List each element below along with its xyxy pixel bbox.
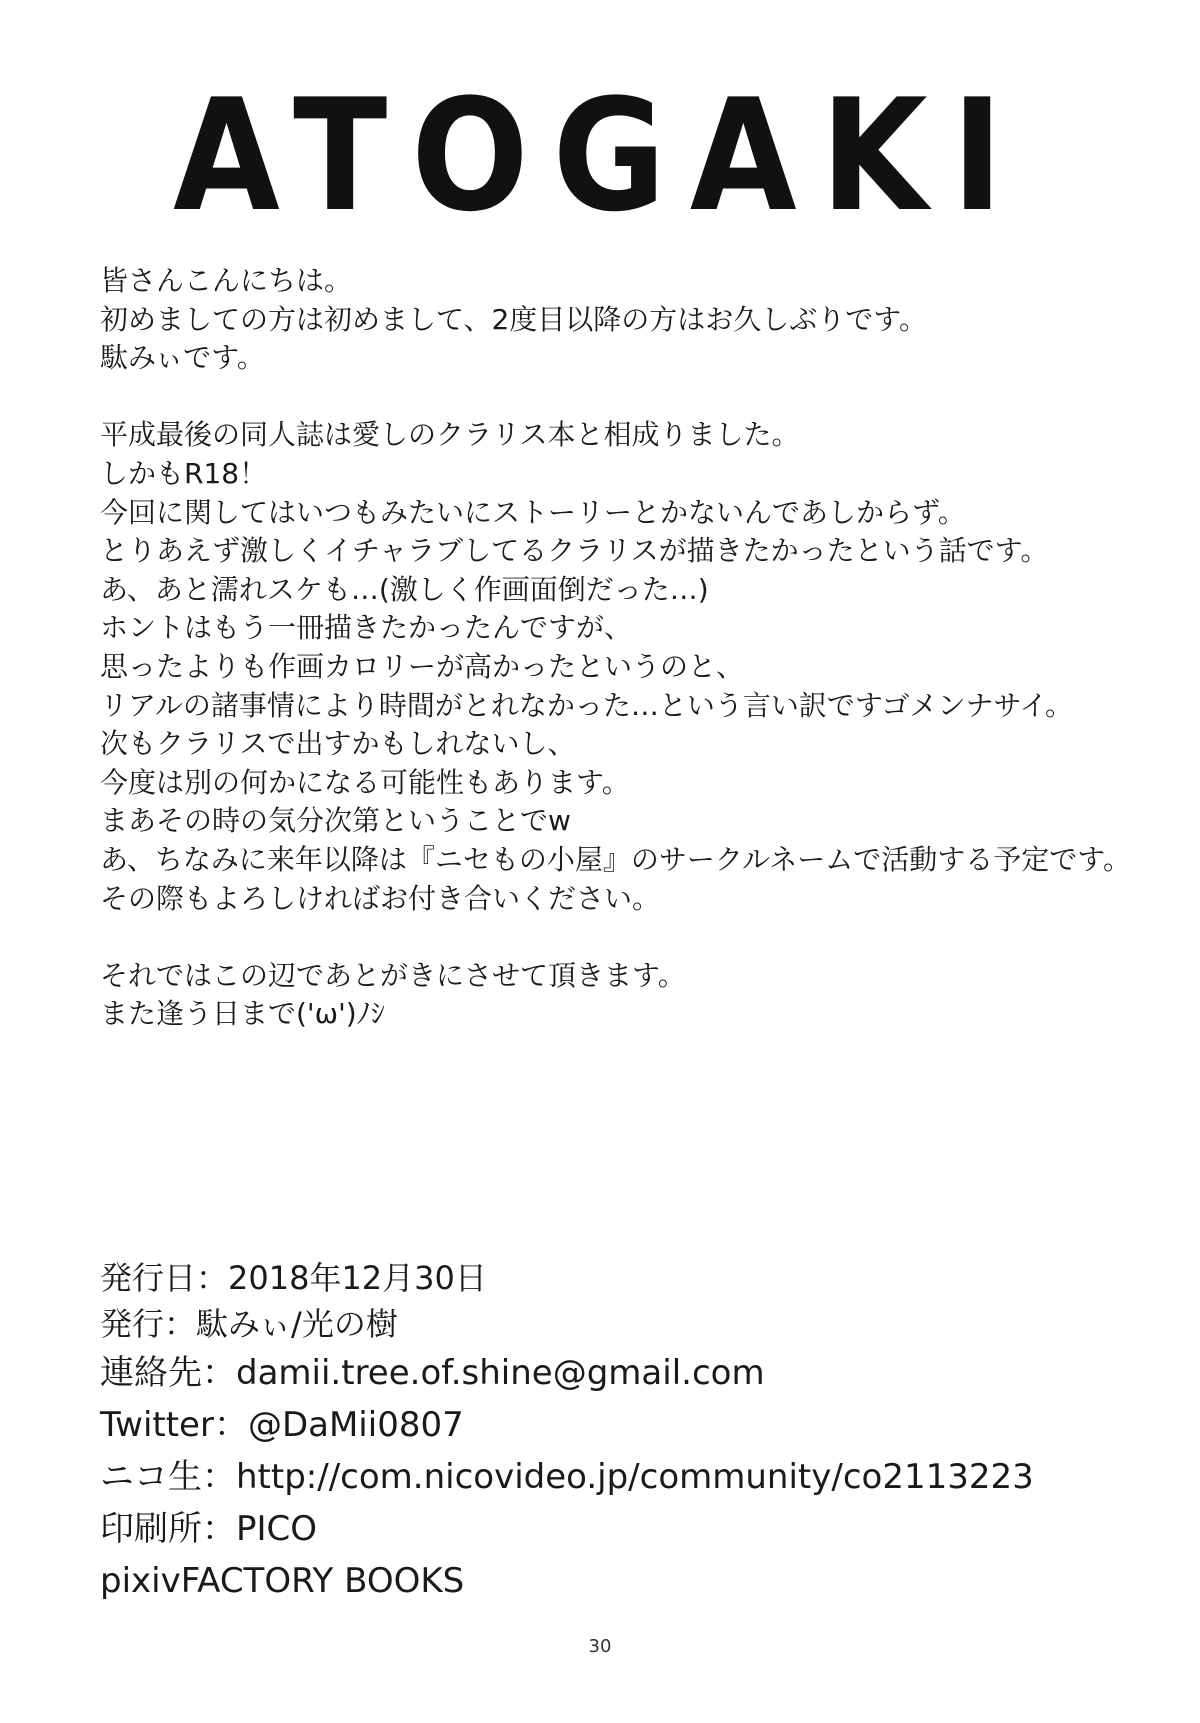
- body-line: また逢う日まで('ω')ﾉｼ: [100, 997, 385, 1031]
- nico-community-url: ニコ生：http://com.nicovideo.jp/community/co2113223: [100, 1457, 1034, 1497]
- body-line: それではこの辺であとがきにさせて頂きます。: [100, 958, 686, 992]
- publish-date: 発行日：2018年12月30日: [100, 1259, 487, 1297]
- paragraph-break: [100, 378, 1140, 417]
- body-line: まあその時の気分次第ということでw: [100, 804, 571, 838]
- publisher: 発行：駄みぃ/光の樹: [100, 1305, 398, 1343]
- paragraph-break: [100, 918, 1140, 957]
- body-line: 初めましての方は初めまして、2度目以降の方はお久しぶりです。: [100, 302, 928, 336]
- colophon: [100, 1255, 1160, 1607]
- printer-name: pixivFACTORY BOOKS: [100, 1561, 465, 1601]
- page-number: 30: [588, 1636, 612, 1657]
- body-line: 今度は別の何かになる可能性もあります。: [100, 765, 630, 799]
- body-line: 皆さんこんにちは。: [100, 264, 353, 297]
- body-line: とりあえず激しくイチャラブしてるクラリスが描きたかったという話です。: [100, 534, 1049, 568]
- twitter-handle: Twitter：@DaMii0807: [100, 1405, 464, 1445]
- body-line: 平成最後の同人誌は愛しのクラリス本と相成りました。: [100, 418, 800, 452]
- body-line: その際もよろしければお付き合いください。: [100, 881, 661, 915]
- afterword-body: [100, 262, 1140, 1034]
- body-line: 次もクラリスで出すかもしれないし、: [100, 727, 576, 761]
- contact-email: 連絡先：damii.tree.of.shine@gmail.com: [100, 1353, 765, 1393]
- body-line: しかもR18！: [100, 456, 268, 490]
- body-line: リアルの諸事情により時間がとれなかった…という言い訳ですゴメンナサイ。: [100, 688, 1074, 722]
- printer: 印刷所：PICO: [100, 1509, 318, 1549]
- page-title: ATOGAKI: [173, 65, 1027, 247]
- body-line: あ、あと濡れスケも…(激しく作画面倒だった…): [100, 572, 709, 606]
- body-line: 思ったよりも作画カロリーが高かったというのと、: [100, 649, 745, 683]
- body-line: ホントはもう一冊描きたかったんですが、: [100, 611, 633, 645]
- body-line: あ、ちなみに来年以降は『ニセもの小屋』のサークルネームで活動する予定です。: [100, 842, 1131, 876]
- body-line: 駄みぃです。: [100, 341, 265, 375]
- body-line: 今回に関してはいつもみたいにストーリーとかないんであしからず。: [100, 495, 966, 529]
